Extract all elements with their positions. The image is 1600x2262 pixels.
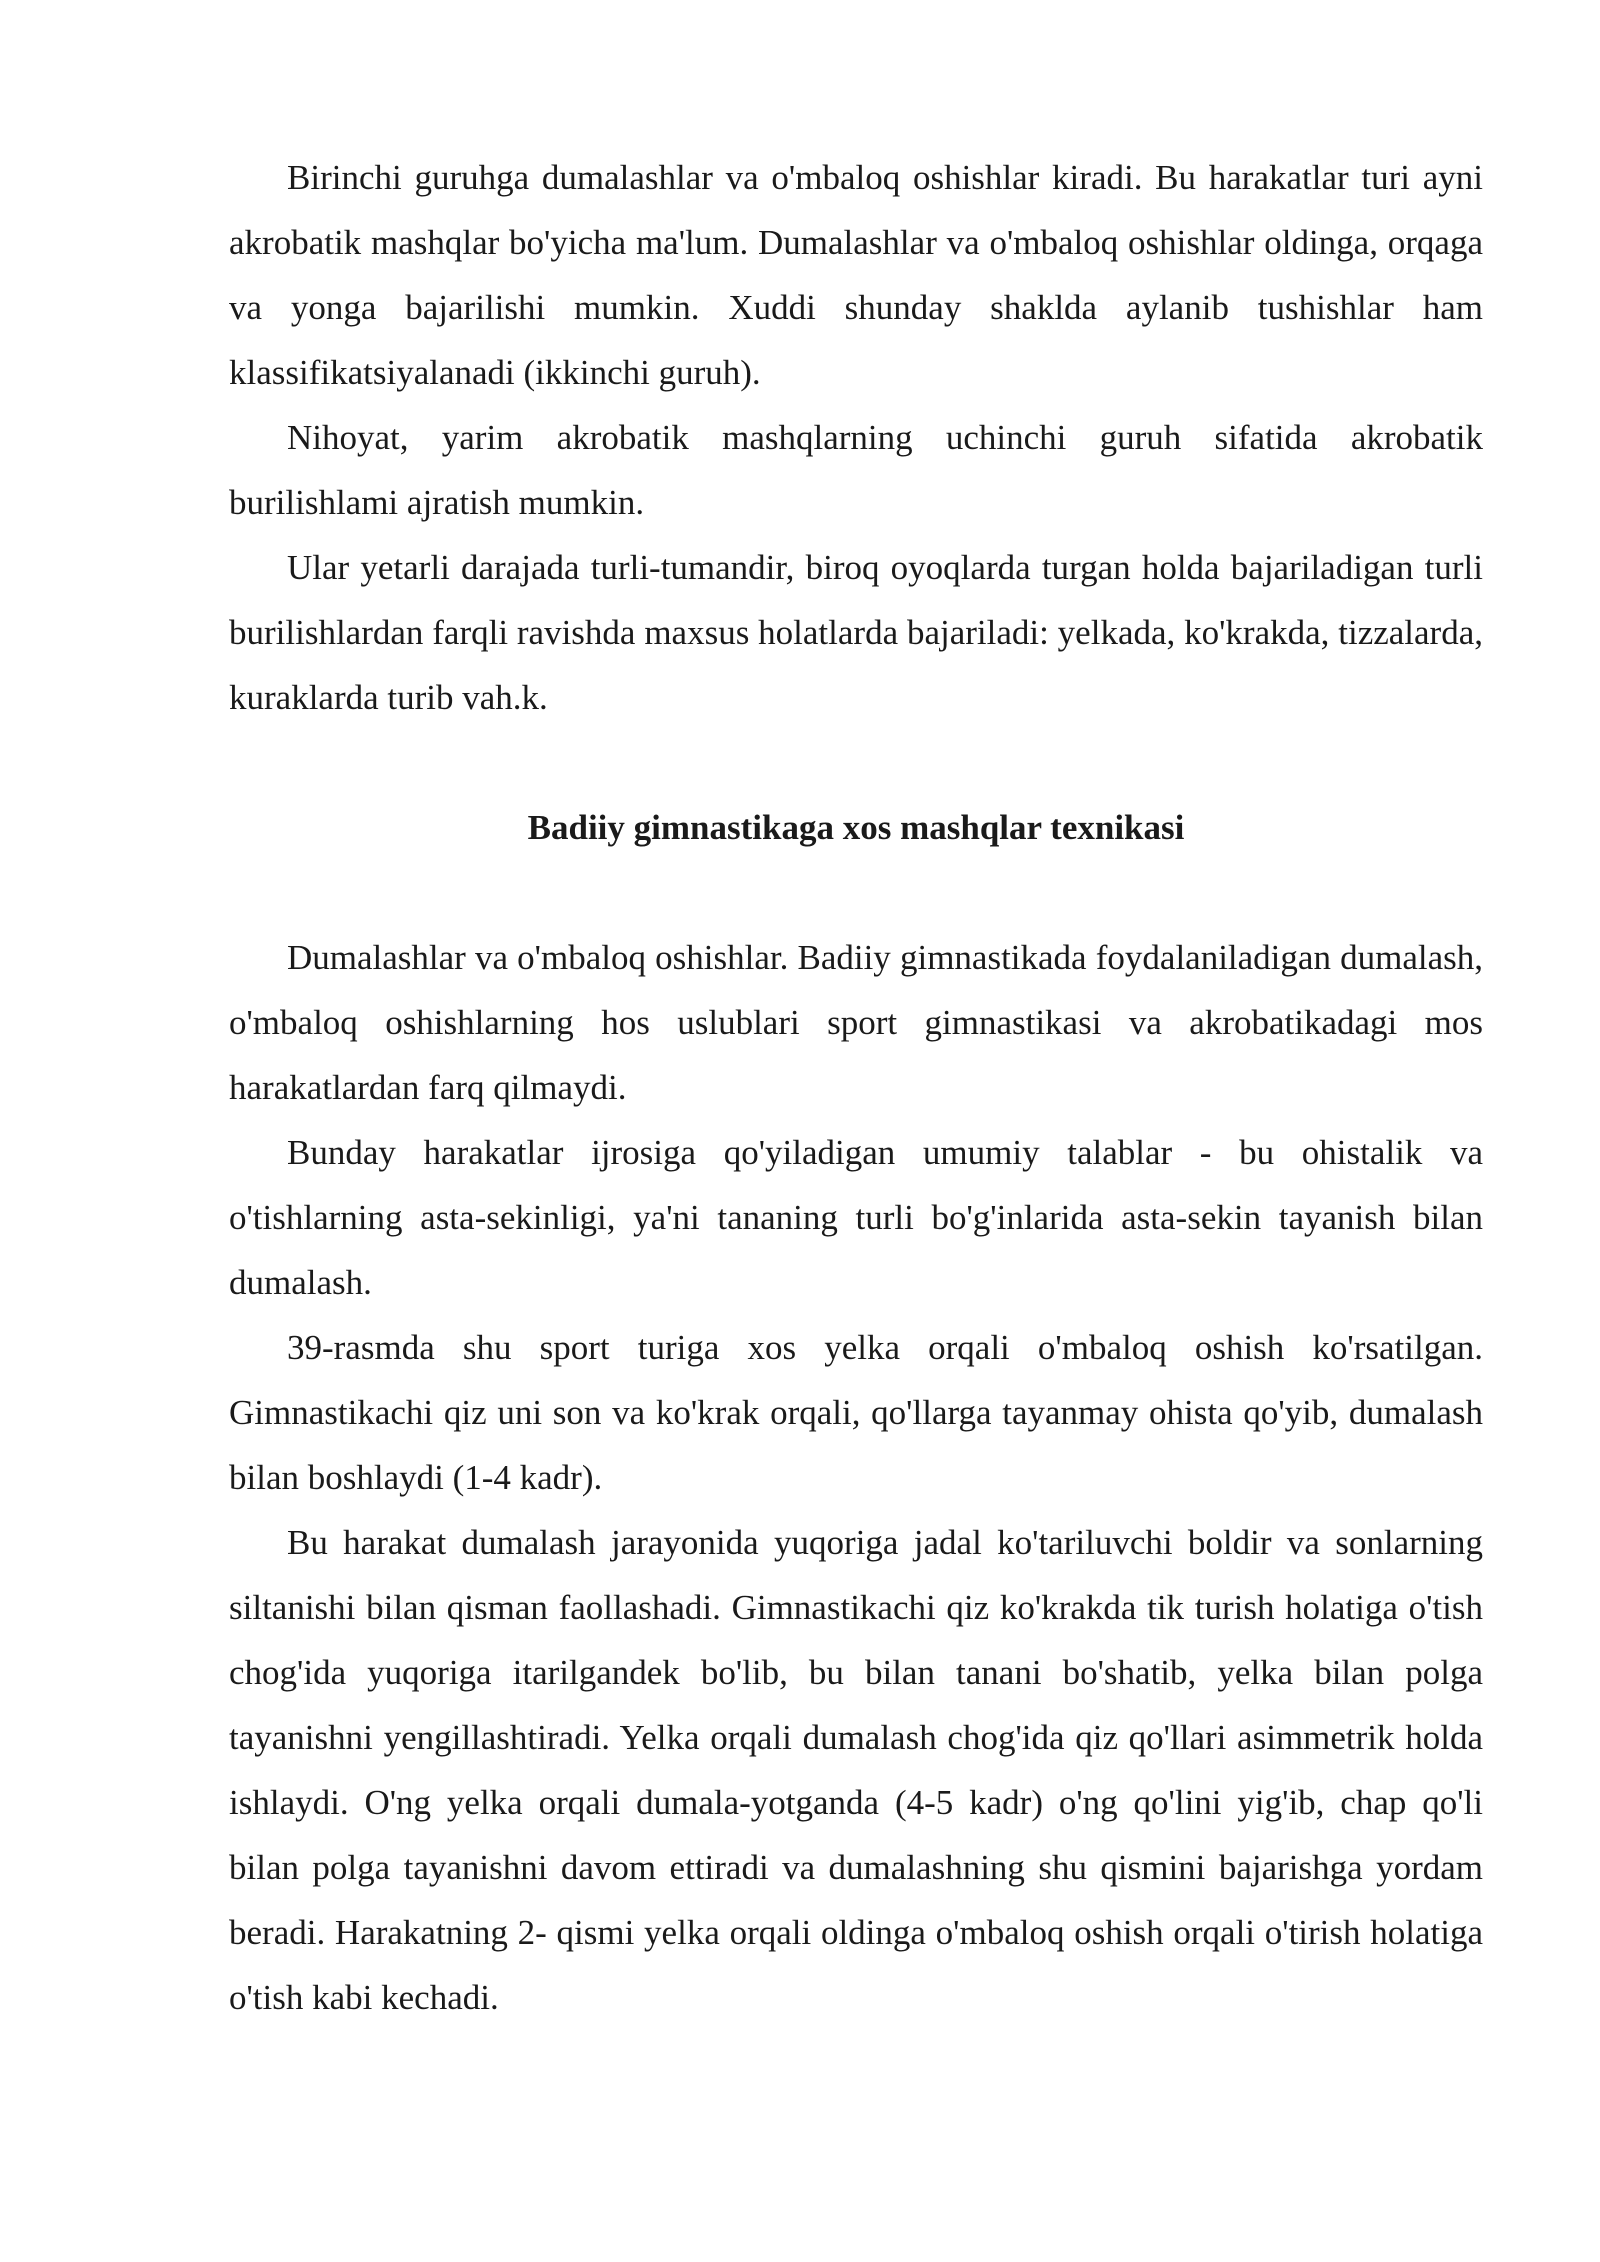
spacer [229, 730, 1483, 795]
paragraph: Bunday harakatlar ijrosiga qo'yiladigan umumiy talablar - bu ohistalik va o'tishlarning asta-sekinligi, ya'ni tananing turli bo'g'inlarida asta-sekin tayanish bilan dumalash. [229, 1133, 1483, 1302]
paragraph: 39-rasmda shu sport turiga xos yelka orqali o'mbaloq oshish ko'rsatilgan. Gimnastikachi qiz uni son va ko'krak orqali, qo'llarga tayanmay ohista qo'yib, dumalash bilan boshlaydi (1-4 kadr). [229, 1328, 1483, 1497]
paragraph: Nihoyat, yarim akrobatik mashqlarning uchinchi guruh sifatida akrobatik burilishlami ajratish mumkin. [229, 418, 1483, 522]
paragraph: Ular yetarli darajada turli-tumandir, biroq oyoqlarda turgan holda bajariladigan turli burilishlardan farqli ravishda maxsus holatlarda bajariladi: yelkada, ko'krakda, tizzalarda, kuraklarda turib vah.k. [229, 548, 1483, 717]
paragraph: Dumalashlar va o'mbaloq oshishlar. Badiiy gimnastikada foydalaniladigan dumalash, o'mbaloq oshishlarning hos uslublari sport gimnastikasi va akrobatikadagi mos harakatlardan farq qilmaydi. [229, 938, 1483, 1107]
spacer [229, 860, 1483, 925]
document-page [229, 145, 1483, 2030]
section-heading: Badiiy gimnastikaga xos mashqlar texnikasi [527, 808, 1185, 847]
paragraph: Birinchi guruhga dumalashlar va o'mbaloq oshishlar kiradi. Bu harakatlar turi ayni akrobatik mashqlar bo'yicha ma'lum. Dumalashlar va o'mbaloq oshishlar oldinga, orqaga va yonga bajarilishi mumkin. Xuddi shunday shaklda aylanib tushishlar ham klassifikatsiyalanadi (ikkinchi guruh). [229, 158, 1483, 392]
paragraph: Bu harakat dumalash jarayonida yuqoriga jadal ko'tariluvchi boldir va sonlarning siltanishi bilan qisman faollashadi. Gimnastikachi qiz ko'krakda tik turish holatiga o'tish chog'ida yuqoriga itarilgandek bo'lib, bu bilan tanani bo'shatib, yelka bilan polga tayanishni yengillashtiradi. Yelka orqali dumalash chog'ida qiz qo'llari asimmetrik holda ishlaydi. O'ng yelka orqali dumala-yotganda (4-5 kadr) o'ng qo'lini yig'ib, chap qo'li bilan polga tayanishni davom ettiradi va dumalashning shu qismini bajarishga yordam beradi. Harakatning 2- qismi yelka orqali oldinga o'mbaloq oshish orqali o'tirish holatiga o'tish kabi kechadi. [229, 1523, 1483, 2017]
